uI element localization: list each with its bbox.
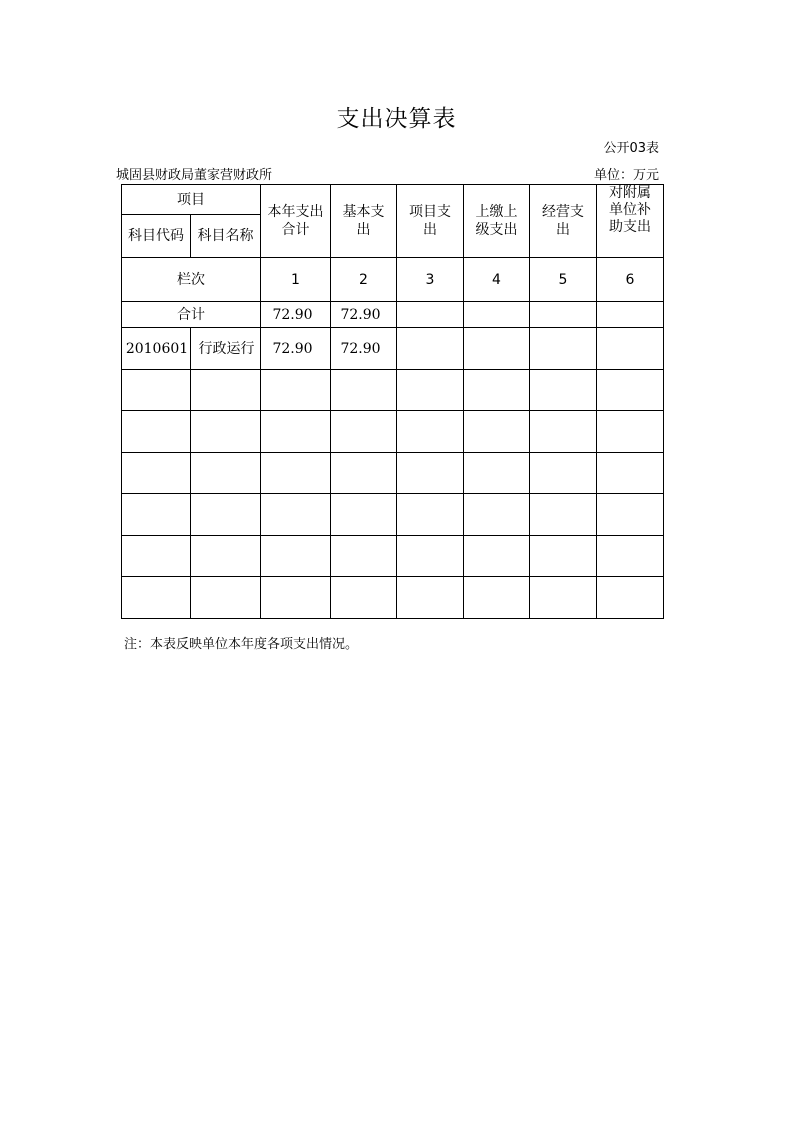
empty-row — [122, 536, 664, 577]
empty-row — [122, 411, 664, 453]
header-upper-remittance: 上缴上级支出 — [464, 185, 530, 258]
header-total-expenditure: 本年支出合计 — [261, 185, 331, 258]
page-title: 支出决算表 — [336, 106, 457, 132]
header-subject-name: 科目名称 — [191, 215, 261, 258]
empty-row — [122, 370, 664, 411]
index-row — [122, 258, 664, 302]
empty-cell — [597, 302, 664, 328]
form-number: 公开03表 — [603, 141, 659, 156]
index-label: 栏次 — [122, 258, 261, 302]
total-label: 合计 — [122, 302, 261, 328]
table-row — [122, 328, 664, 370]
index-2: 2 — [331, 258, 397, 302]
header-project-expenditure: 项目支出 — [397, 185, 464, 258]
row-basic-value: 72.90 — [331, 328, 397, 370]
unit-label: 单位：万元 — [593, 168, 659, 183]
header-basic-expenditure: 基本支出 — [331, 185, 397, 258]
header-item: 项目 — [122, 185, 261, 215]
index-6: 6 — [597, 258, 664, 302]
index-1: 1 — [261, 258, 331, 302]
footnote: 注：本表反映单位本年度各项支出情况。 — [124, 637, 359, 652]
empty-cell — [397, 328, 464, 370]
header-subject-code: 科目代码 — [122, 215, 191, 258]
index-4: 4 — [464, 258, 530, 302]
expenditure-table — [121, 184, 664, 619]
empty-cell — [597, 328, 664, 370]
empty-cell — [464, 328, 530, 370]
empty-cell — [397, 302, 464, 328]
total-row — [122, 302, 664, 328]
reporting-unit: 城固县财政局董家营财政所 — [116, 168, 273, 183]
empty-cell — [530, 328, 597, 370]
total-basic-value: 72.90 — [331, 302, 397, 328]
empty-cell — [464, 302, 530, 328]
index-3: 3 — [397, 258, 464, 302]
empty-row — [122, 494, 664, 536]
subject-name: 行政运行 — [191, 328, 261, 370]
empty-row — [122, 453, 664, 494]
header-business-expenditure: 经营支出 — [530, 185, 597, 258]
empty-row — [122, 577, 664, 619]
empty-cell — [530, 302, 597, 328]
row-total-value: 72.90 — [261, 328, 331, 370]
total-expenditure-value: 72.90 — [261, 302, 331, 328]
header-subsidy-expenditure: 对附属单位补助支出 — [597, 185, 664, 258]
subject-code: 2010601 — [122, 328, 191, 370]
index-5: 5 — [530, 258, 597, 302]
